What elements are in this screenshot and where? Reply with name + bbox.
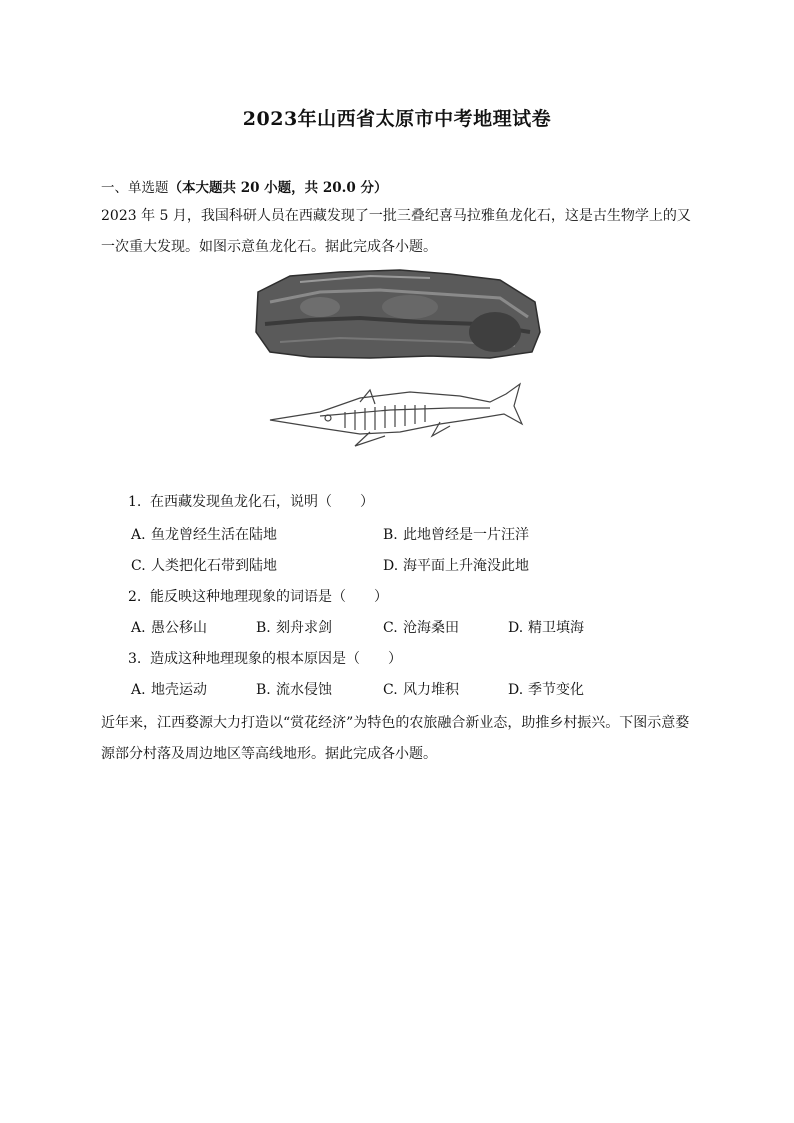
question-1-option-c[interactable] [131,555,277,575]
option-key: A. [131,682,146,698]
option-text: 此地曾经是一片汪洋 [403,527,529,543]
option-key: C. [383,682,398,698]
question-1-option-a[interactable] [131,524,277,544]
option-key: D. [508,682,524,698]
question-1-option-d[interactable] [383,555,529,575]
option-key: B. [383,527,398,543]
option-text: 季节变化 [528,682,584,698]
question-number: 1. [128,494,142,510]
question-3 [128,648,402,668]
question-2-option-c[interactable] [383,617,459,637]
option-key: D. [383,558,399,574]
option-key: A. [131,620,146,636]
question-number: 3. [128,651,142,667]
question-stem: 造成这种地理现象的根本原因是（ ） [150,651,402,667]
question-1-option-b[interactable] [383,524,529,544]
option-key: A. [131,527,146,543]
question-stem: 在西藏发现鱼龙化石，说明（ ） [150,494,374,510]
option-text: 流水侵蚀 [276,682,332,698]
question-3-option-a[interactable] [131,679,207,699]
intro-paragraph-wuyuan: 近年来，江西婺源大力打造以“赏花经济”为特色的农旅融合新业态，助推乡村振兴。下图示意婺源部分村落及周边地区等高线地形。据此完成各小题。 [101,715,690,762]
question-number: 2. [128,589,142,605]
ichthyosaur-sketch [270,384,522,446]
option-text: 沧海桑田 [403,620,459,636]
option-key: C. [131,558,146,574]
option-text: 刻舟求剑 [276,620,332,636]
question-3-option-d[interactable] [508,679,584,699]
option-key: B. [256,682,271,698]
question-stem: 能反映这种地理现象的词语是（ ） [150,589,388,605]
option-key: B. [256,620,271,636]
option-text: 人类把化石带到陆地 [151,558,277,574]
option-text: 海平面上升淹没此地 [403,558,529,574]
question-3-option-c[interactable] [383,679,459,699]
question-1 [128,491,374,511]
option-text: 鱼龙曾经生活在陆地 [151,527,277,543]
question-2-option-a[interactable] [131,617,207,637]
intro-paragraph-fossil: 2023 年 5 月，我国科研人员在西藏发现了一批三叠纪喜马拉雅鱼龙化石，这是古生物学上的又一次重大发现。如图示意鱼龙化石。据此完成各小题。 [101,208,691,255]
option-key: C. [383,620,398,636]
section-heading [101,176,387,196]
section-info: （本大题共 20 小题，共 20.0 分） [168,180,388,196]
ichthyosaur-fossil-figure [250,262,542,452]
option-text: 风力堆积 [403,682,459,698]
section-label: 一、单选题 [101,180,169,196]
option-text: 精卫填海 [528,620,584,636]
question-2 [128,586,388,606]
question-3-option-b[interactable] [256,679,332,699]
page-title: 2023年山西省太原市中考地理试卷 [242,108,552,130]
option-key: D. [508,620,524,636]
option-text: 愚公移山 [151,620,207,636]
option-text: 地壳运动 [151,682,207,698]
question-2-option-b[interactable] [256,617,332,637]
fossil-rock-image [256,270,540,358]
question-2-option-d[interactable] [508,617,584,637]
